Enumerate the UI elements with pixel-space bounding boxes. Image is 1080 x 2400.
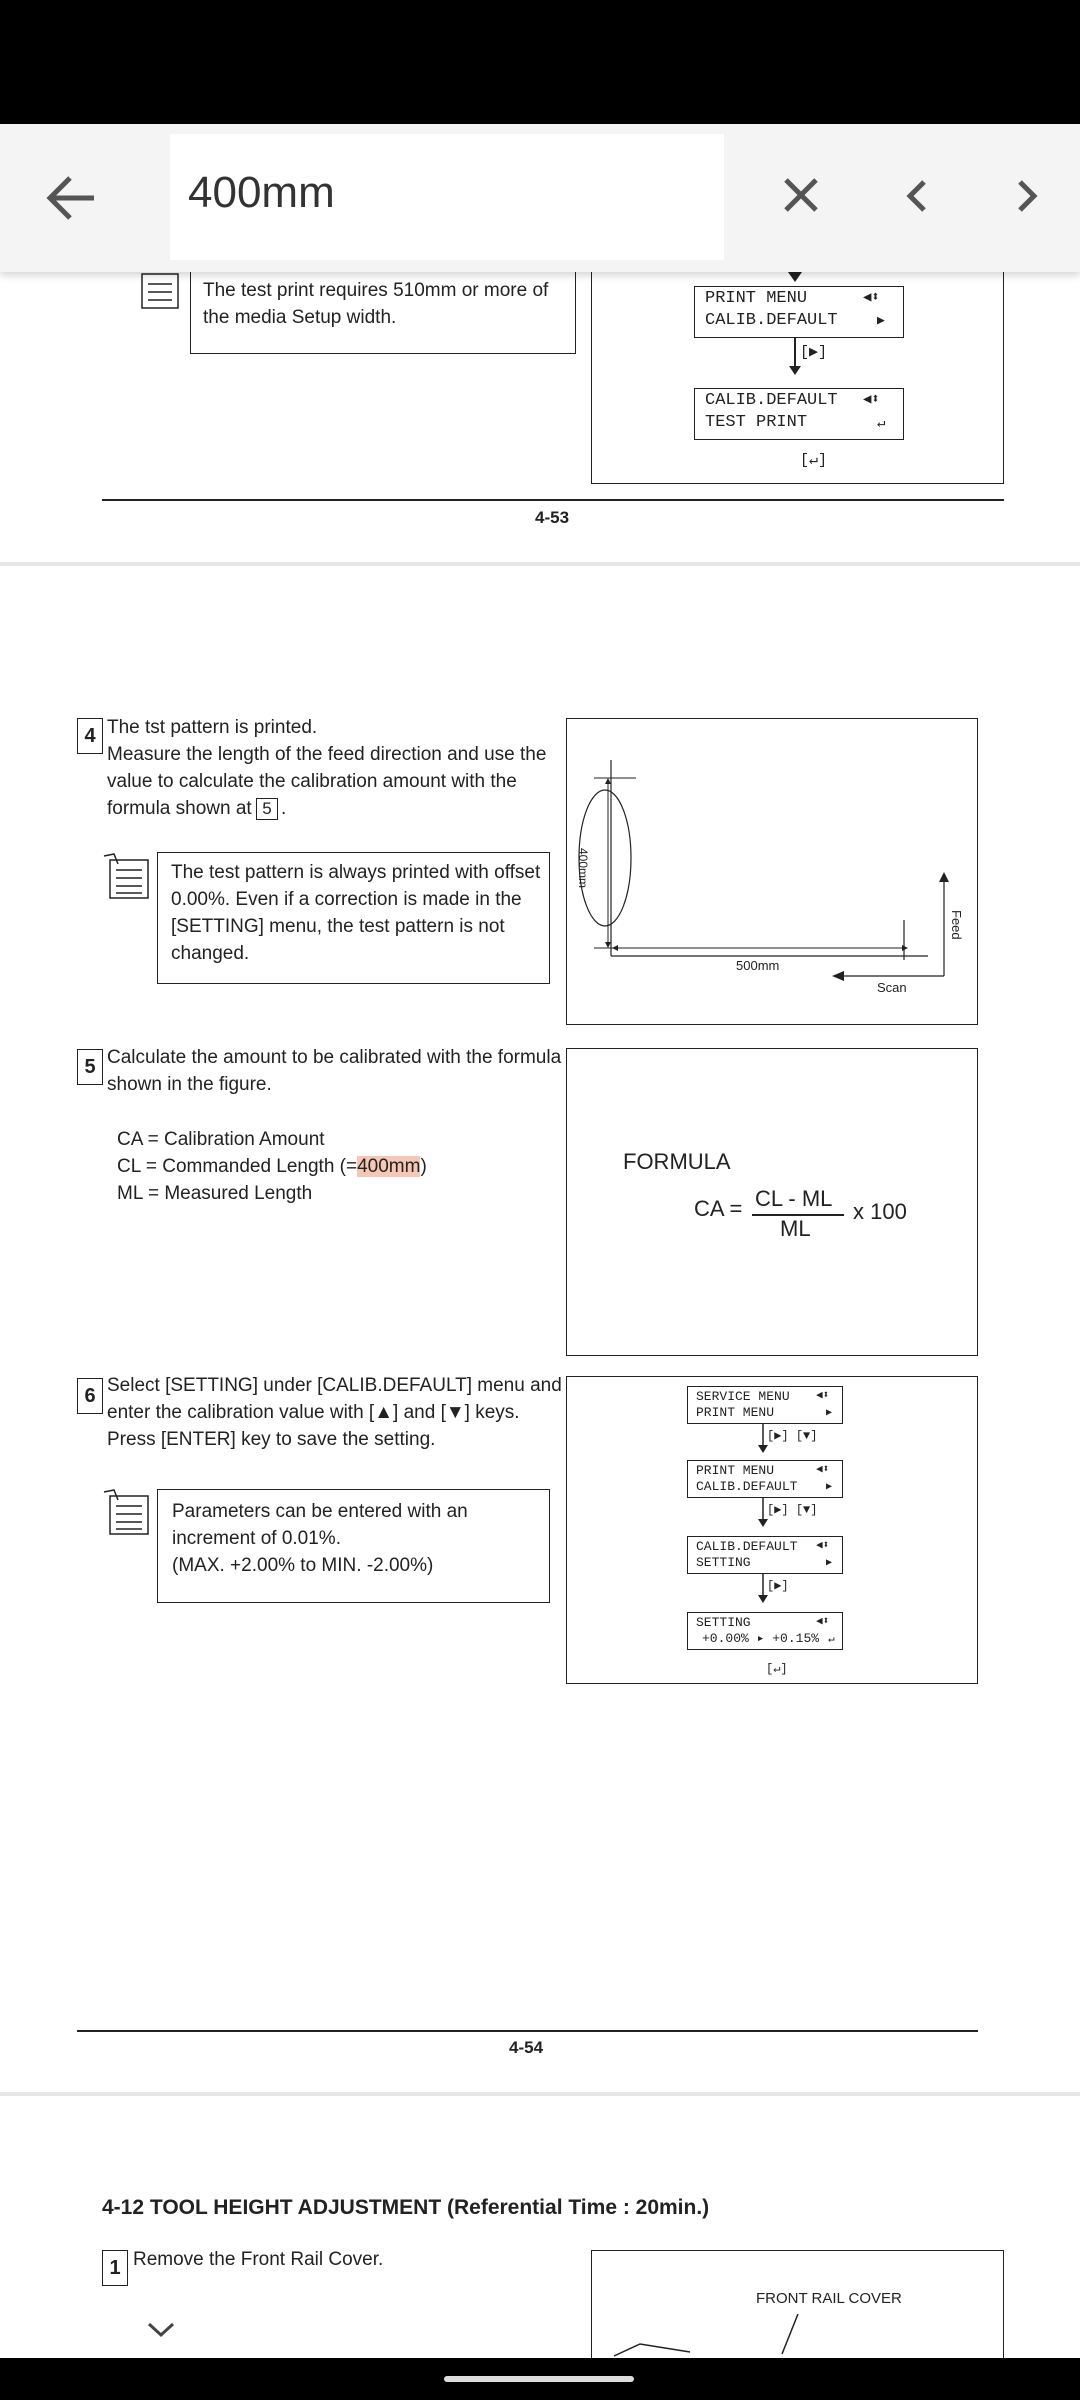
step-number: 4 [77,718,103,754]
home-indicator[interactable] [444,2376,634,2382]
page-number: 4-54 [509,2038,544,2057]
lcd-setting: CALIB.DEFAULT SETTING ◀⬍ ▶ [687,1536,843,1574]
section-heading: 4-12 TOOL HEIGHT ADJUSTMENT (Referential Time : 20min.) [102,2196,710,2219]
page-rule [77,2030,978,2032]
chevron-down-icon[interactable] [146,2320,176,2340]
note-text: The test print requires 510mm or more of the media Setup width. [203,280,549,328]
page-number: 4-53 [535,508,570,527]
step-number: 6 [77,1378,103,1414]
lcd-service-menu: SERVICE MENU PRINT MENU ◀⬍ ▶ [687,1386,843,1424]
up-down-icon: ◀⬍ [863,392,880,408]
right-arrow-icon: ▶ [826,1482,833,1493]
step1-text: Remove the Front Rail Cover. [133,2249,384,2270]
key-label: [▶] [800,344,828,361]
enter-icon: ↵ [877,416,886,432]
up-down-icon: ◀⬍ [816,1464,830,1476]
lcd-test-print: CALIB.DEFAULT TEST PRINT ◀⬍ ↵ [694,388,904,440]
feed-label: Feed [949,910,964,940]
arrow-down-icon [788,272,802,284]
chevron-right-icon[interactable] [1010,176,1044,216]
note-icon [102,852,154,904]
step4-line2: Measure the length of the feed direction and use the [107,744,547,765]
down-triangle-icon: ▼ [445,1402,465,1423]
up-down-icon: ◀⬍ [816,1540,830,1552]
search-query[interactable]: 400mm [188,168,335,217]
note-icon [132,272,182,312]
up-triangle-icon: ▲ [374,1402,394,1423]
formula-numerator: CL - ML [755,1186,833,1211]
enter-icon: ↵ [828,1634,835,1646]
test-pattern-diagram [566,718,978,1025]
pdf-page-4-53 [0,272,1080,562]
right-arrow-icon: ▶ [826,1558,833,1569]
chevron-left-icon[interactable] [900,176,934,216]
lcd-setting-value: SETTING +0.00% ▸ +0.15% ◀⬍ ↵ [687,1612,843,1650]
pdf-page-4-54: 4 The tst pattern is printed. Measure the length of the feed direction and use the value to calculate the calibration amount with the formula shown at 5 . The test pattern is always printed with offset 0.00%. Even if a correction is made in the [SETTING] menu, the test pattern is not changed. 400mm 500mm Feed Scan 5 Calculate the amount to be calibrated with the formula shown in the figure. CA = Calibration Amount CL = Commanded Length (=400mm) ML = Measured Length FORMULA CA = CL - ML ML x 100 6 Select [SETTING] under [CALIB.DEFAULT] menu and enter the calibration value with [▲] and [▼] keys. Press [ENTER] key to save the setting. Parameters can be entered with an increment of 0.01%. (MAX. +2.00% to MIN. -2.00%) SERVICE MENU PRINT MENU ◀⬍ ▶ [▶] [▼] PRINT MENU CALIB.DEFAULT ◀⬍ ▶ [▶] [▼] CALIB.DEFAULT SETTING ◀⬍ ▶ [▶] SETTING +0.00% ▸ +0.15% ◀⬍ ↵ [↵] 4-54 [0,566,1080,2092]
step-number: 5 [77,1049,103,1085]
up-down-icon: ◀⬍ [816,1616,830,1628]
step-reference: 5 [256,798,278,820]
right-arrow-icon: ▶ [826,1408,833,1419]
up-down-icon: ◀⬍ [863,290,880,306]
scan-label: Scan [877,980,907,995]
step4-line3: value to calculate the calibration amount with the [107,771,517,792]
page-rule [102,499,1004,501]
formula-left: CA = [694,1196,743,1221]
step-number: 1 [102,2250,128,2286]
close-icon[interactable] [780,174,822,216]
formula-title: FORMULA [623,1149,731,1174]
lcd-print-menu: PRINT MENU CALIB.DEFAULT ◀⬍ ▶ [694,286,904,338]
note-icon [102,1488,154,1540]
up-down-icon: ◀⬍ [816,1390,830,1402]
formula-denominator: ML [780,1216,811,1241]
arrow-left-icon[interactable] [44,170,100,226]
rail-cover-sketch [600,2314,820,2358]
length-label: 400mm [576,848,590,889]
search-highlight: 400mm [357,1156,421,1177]
pdf-page-next [0,2096,1080,2358]
key-label: [↵] [800,452,828,469]
step4-line1: The tst pattern is printed. [107,717,318,738]
status-bar [0,0,1080,124]
lcd-calib-default: PRINT MENU CALIB.DEFAULT ◀⬍ ▶ [687,1460,843,1498]
step4-line4: formula shown at [107,798,252,819]
figure-label: FRONT RAIL COVER [756,2290,902,2307]
formula-right: x 100 [853,1199,907,1224]
right-arrow-icon: ▶ [877,313,885,328]
width-label: 500mm [736,958,780,973]
